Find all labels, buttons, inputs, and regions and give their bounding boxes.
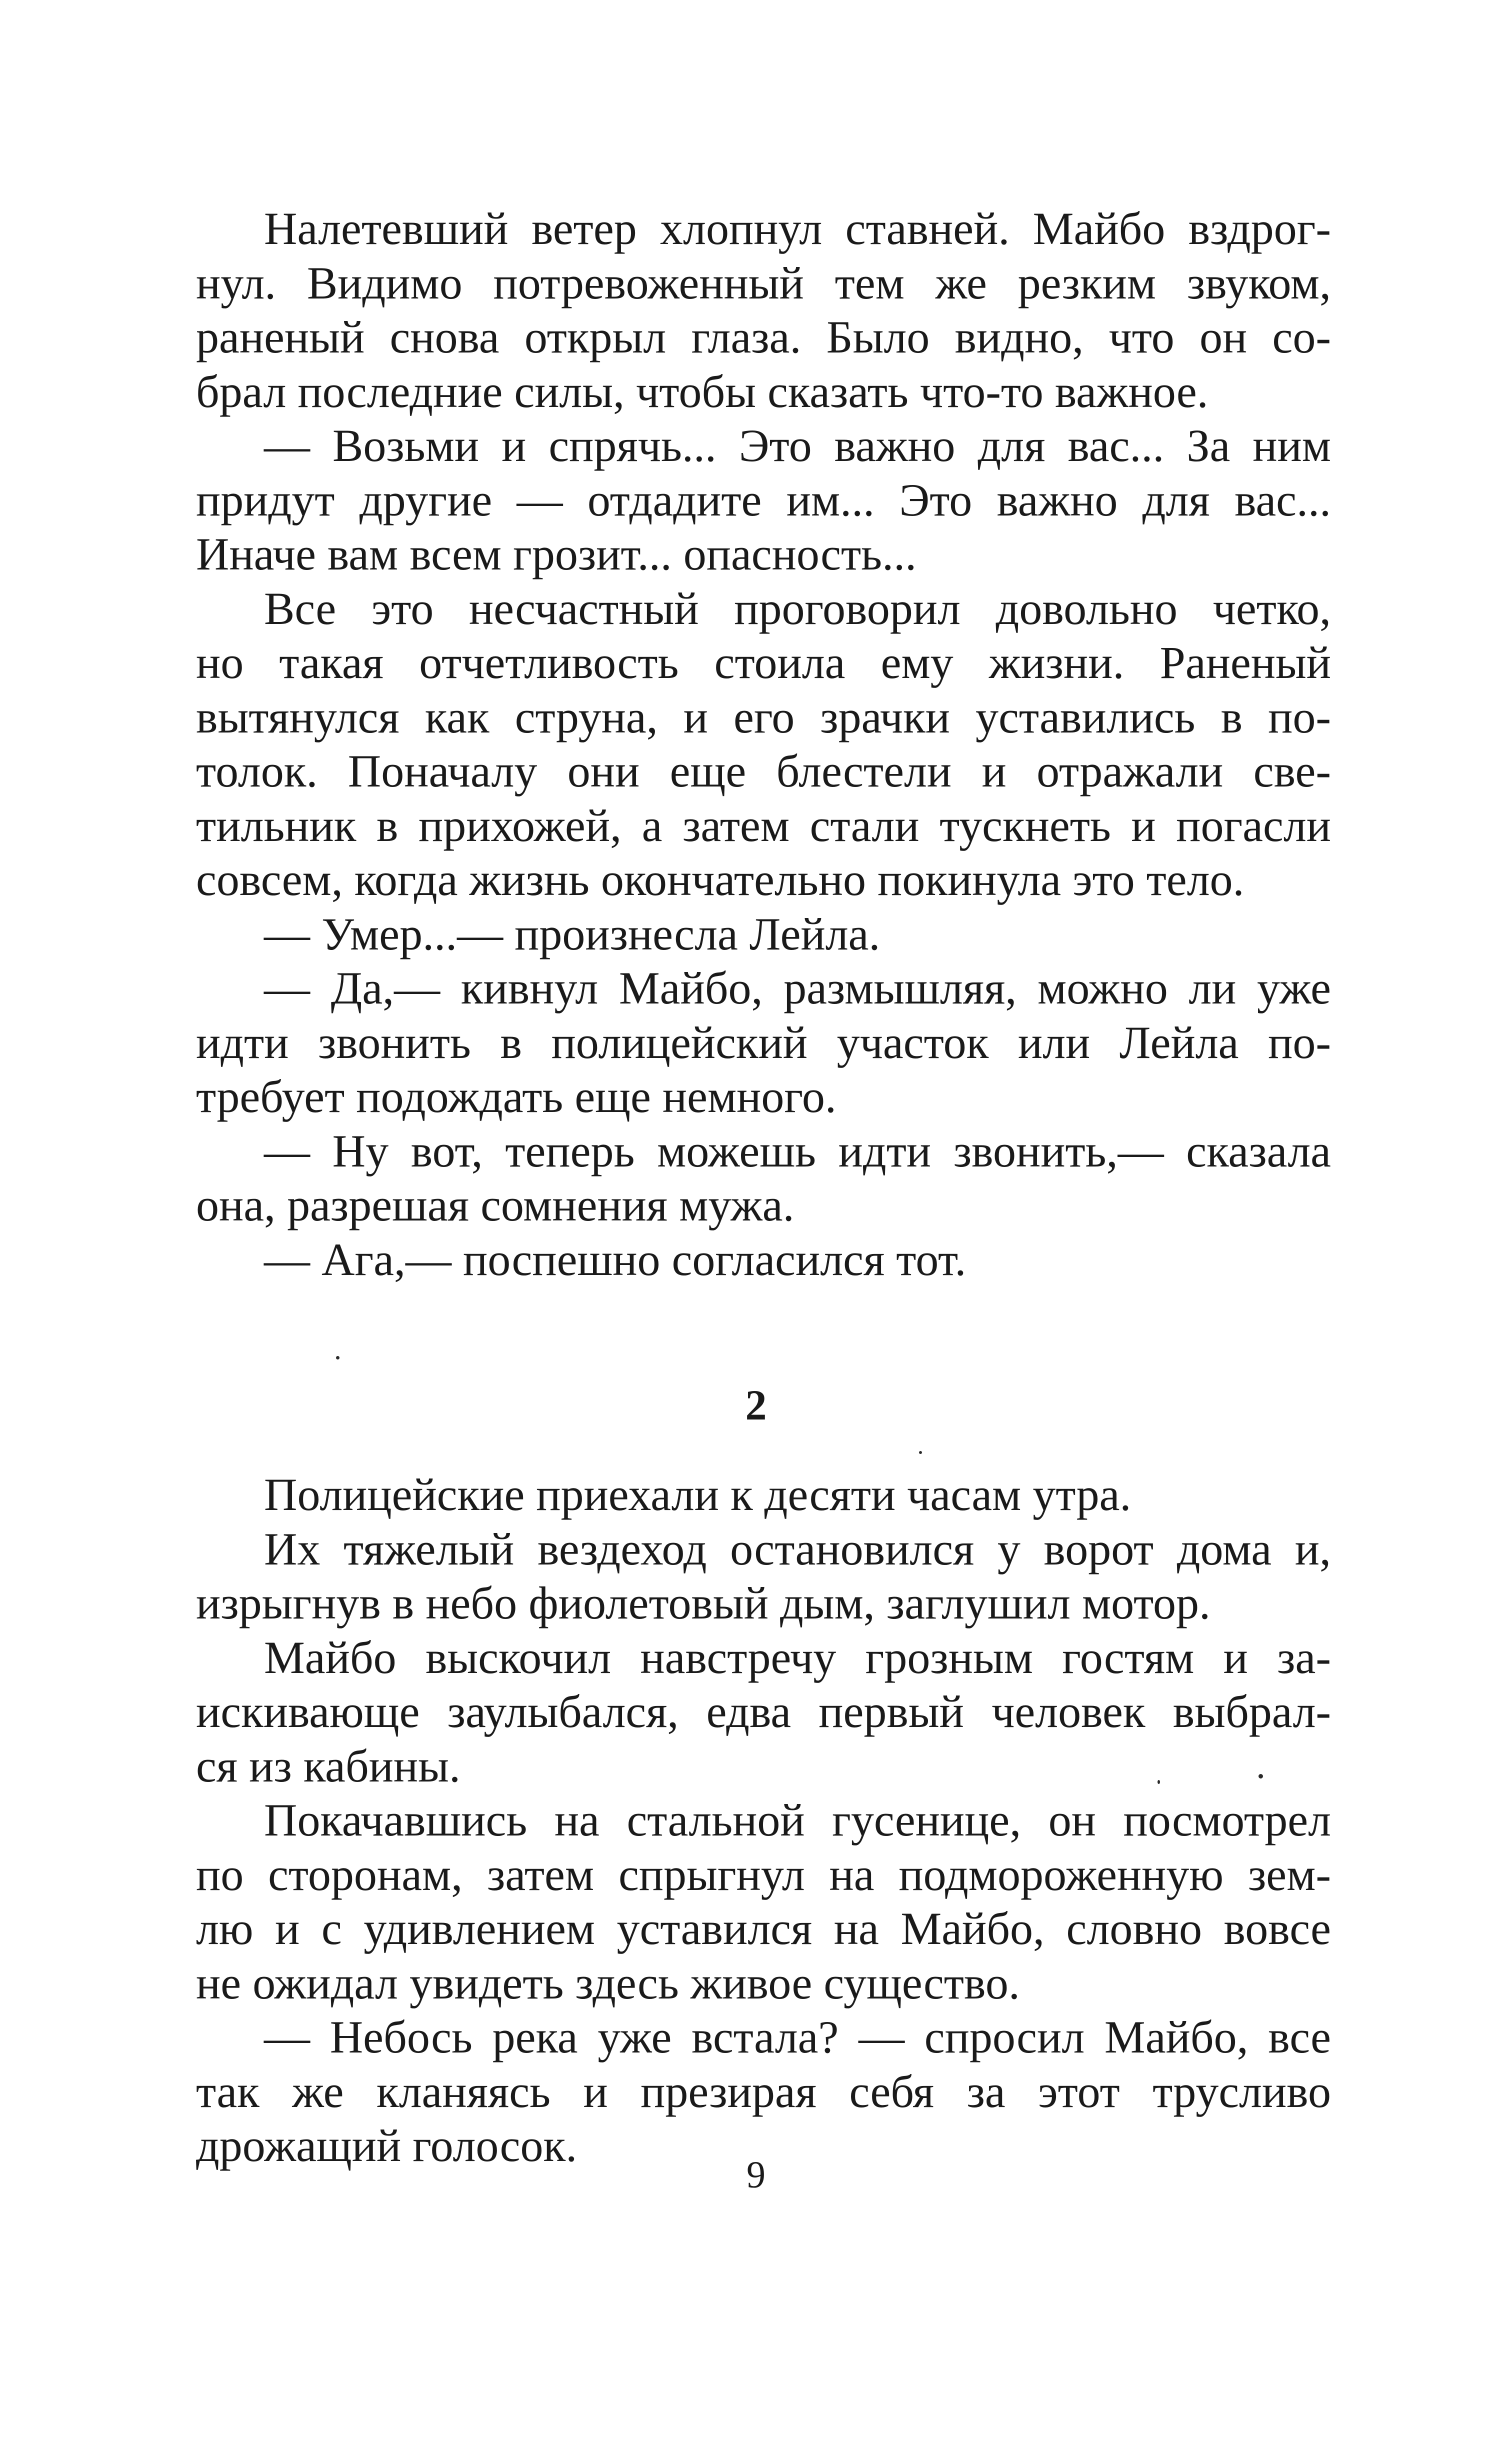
text-line: идти звонить в полицейский участок или Лейла по- — [196, 1016, 1331, 1068]
text-line: — Небось река уже встала? — спросил Майбо, все — [264, 2012, 1331, 2062]
text-line: дрожащий голосок. — [196, 2120, 578, 2171]
scan-speck — [1258, 1774, 1263, 1778]
text-line: толок. Поначалу они еще блестели и отражали све- — [196, 746, 1331, 796]
text-line: тильник в прихожей, а затем стали тускнеть и погасли — [196, 800, 1331, 851]
text-line: не ожидал увидеть здесь живое существо. — [196, 1957, 1020, 2008]
text-line: лю и с удивлением уставился на Майбо, словно вовсе — [196, 1903, 1331, 1954]
chapter-number: 2 — [745, 1381, 767, 1429]
text-line: изрыгнув в небо фиолетовый дым, заглушил мотор. — [196, 1578, 1210, 1628]
text-line: нул. Видимо потревоженный тем же резким звуком, — [196, 257, 1331, 308]
text-line: вытянулся как струна, и его зрачки уставились в по- — [196, 691, 1331, 742]
text-line: раненый снова открыл глаза. Было видно, что он со- — [196, 312, 1331, 362]
text-line: — Ага,— поспешно согласился тот. — [264, 1234, 966, 1285]
text-line: Все это несчастный проговорил довольно четко, — [264, 582, 1331, 634]
text-line: придут другие — отдадите им... Это важно для вас... — [196, 474, 1331, 526]
chapter-1-ending-text — [196, 202, 1331, 1286]
chapter-2-text — [196, 1468, 1331, 2173]
text-line: Налетевший ветер хлопнул ставней. Майбо вздрог- — [264, 203, 1331, 254]
text-line: Их тяжелый вездеход остановился у ворот дома и, — [264, 1523, 1331, 1574]
text-line: так же кланяясь и презирая себя за этот трусливо — [196, 2066, 1331, 2117]
scan-speck — [1158, 1780, 1160, 1784]
page-number: 9 — [746, 2154, 766, 2196]
scan-speck — [919, 1451, 922, 1454]
text-line: искивающе заулыбался, едва первый человек выбрал- — [196, 1686, 1331, 1737]
text-line: — Да,— кивнул Майбо, размышляя, можно ли уже — [264, 962, 1331, 1014]
text-line: — Умер...— произнесла Лейла. — [264, 908, 880, 960]
text-line: ся из кабины. — [196, 1740, 460, 1792]
text-line: по сторонам, затем спрыгнул на подмороженную зем- — [196, 1848, 1331, 1900]
text-line: она, разрешая сомнения мужа. — [196, 1180, 794, 1230]
text-line: Покачавшись на стальной гусенице, он посмотрел — [264, 1794, 1331, 1846]
text-line: — Возьми и спрячь... Это важно для вас... За ним — [264, 420, 1331, 471]
text-line: Иначе вам всем грозит... опасность... — [196, 528, 917, 580]
text-line: Майбо выскочил навстречу грозным гостям и за- — [264, 1632, 1331, 1683]
scan-speck — [336, 1356, 340, 1360]
text-line: брал последние силы, чтобы сказать что-то важное. — [196, 366, 1208, 417]
text-line: совсем, когда жизнь окончательно покинула это тело. — [196, 854, 1244, 905]
text-line: — Ну вот, теперь можешь идти звонить,— сказала — [264, 1125, 1331, 1176]
text-line: требует подождать еще немного. — [196, 1071, 836, 1122]
text-line: Полицейские приехали к десяти часам утра. — [264, 1469, 1132, 1520]
text-line: но такая отчетливость стоила ему жизни. Раненый — [196, 637, 1331, 688]
